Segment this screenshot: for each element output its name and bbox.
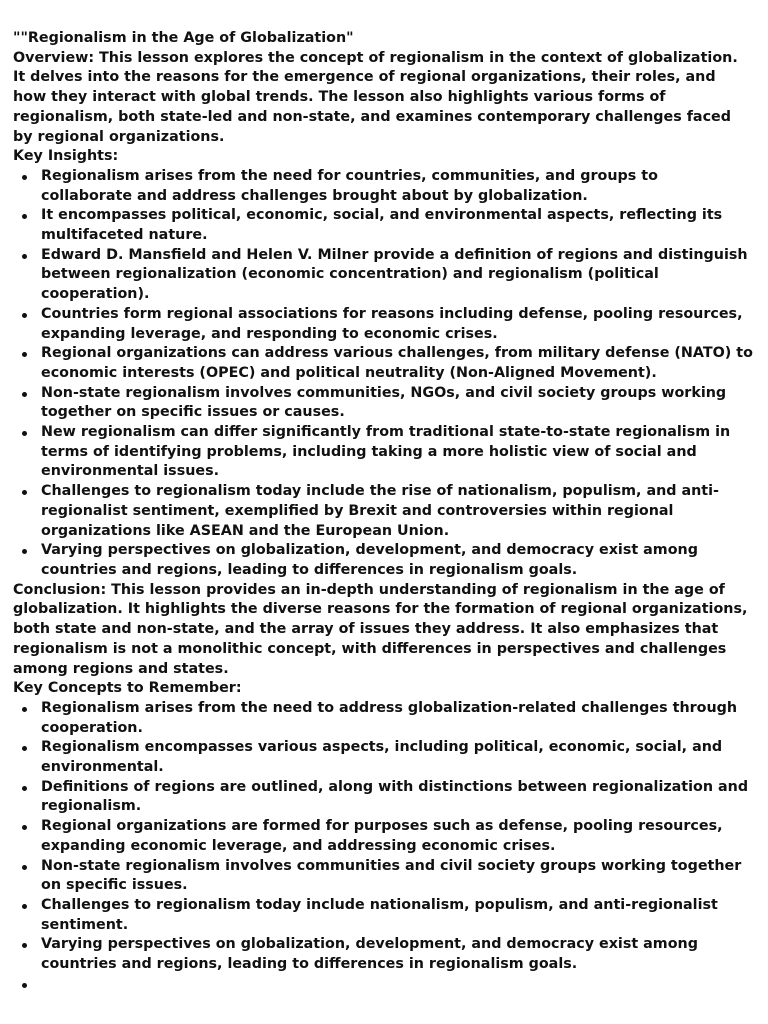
list-item: Challenges to regionalism today include the rise of nationalism, populism, and anti-regionalist sentiment, exemplified by Brexit and controversies within regional organizations like ASEAN and the European Union.	[41, 482, 753, 541]
list-item: New regionalism can differ significantly from traditional state-to-state regionalism in terms of identifying problems, including taking a more holistic view of social and environmental issues.	[41, 423, 753, 482]
list-item: Countries form regional associations for reasons including defense, pooling resources, expanding leverage, and responding to economic crises.	[41, 305, 753, 344]
document-title: ""Regionalism in the Age of Globalization"	[13, 30, 354, 46]
document-body	[13, 29, 753, 994]
list-item: Non-state regionalism involves communities and civil society groups working together on specific issues.	[41, 857, 753, 896]
key-concepts-list	[13, 699, 753, 995]
key-insights-list	[13, 167, 753, 581]
list-item: Regionalism encompasses various aspects, including political, economic, social, and environmental.	[41, 738, 753, 777]
conclusion-paragraph: Conclusion: This lesson provides an in-depth understanding of regionalism in the age of globalization. It highlights the diverse reasons for the formation of regional organizations, both state and non-state, and the array of issues they address. It also emphasizes that regionalism is not a monolithic concept, with differences in perspectives and challenges among regions and states.	[13, 581, 748, 677]
list-item: It encompasses political, economic, social, and environmental aspects, reflecting its multifaceted nature.	[41, 206, 753, 245]
list-item: Regionalism arises from the need for countries, communities, and groups to collaborate and address challenges brought about by globalization.	[41, 167, 753, 206]
list-item: Non-state regionalism involves communities, NGOs, and civil society groups working together on specific issues or causes.	[41, 384, 753, 423]
list-item: Definitions of regions are outlined, along with distinctions between regionalization and regionalism.	[41, 778, 753, 817]
list-item: Varying perspectives on globalization, development, and democracy exist among countries and regions, leading to differences in regionalism goals.	[41, 541, 753, 580]
list-item: Varying perspectives on globalization, development, and democracy exist among countries and regions, leading to differences in regionalism goals.	[41, 935, 753, 974]
empty-list-item	[41, 975, 753, 995]
key-concepts-heading: Key Concepts to Remember:	[13, 680, 242, 697]
list-item: Regional organizations are formed for purposes such as defense, pooling resources, expanding economic leverage, and addressing economic crises.	[41, 817, 753, 856]
list-item: Challenges to regionalism today include nationalism, populism, and anti-regionalist sentiment.	[41, 896, 753, 935]
list-item: Edward D. Mansfield and Helen V. Milner provide a definition of regions and distinguish between regionalization (economic concentration) and regionalism (political cooperation).	[41, 246, 753, 305]
key-insights-heading: Key Insights:	[13, 148, 119, 165]
list-item: Regionalism arises from the need to address globalization-related challenges through cooperation.	[41, 699, 753, 738]
list-item: Regional organizations can address various challenges, from military defense (NATO) to economic interests (OPEC) and political neutrality (Non-Aligned Movement).	[41, 344, 753, 383]
overview-paragraph: Overview: This lesson explores the concept of regionalism in the context of globalization. It delves into the reasons for the emergence of regional organizations, their roles, and how they interact with global trends. The lesson also highlights various forms of regionalism, both state-led and non-state, and examines contemporary challenges faced by regional organizations.	[13, 49, 738, 145]
